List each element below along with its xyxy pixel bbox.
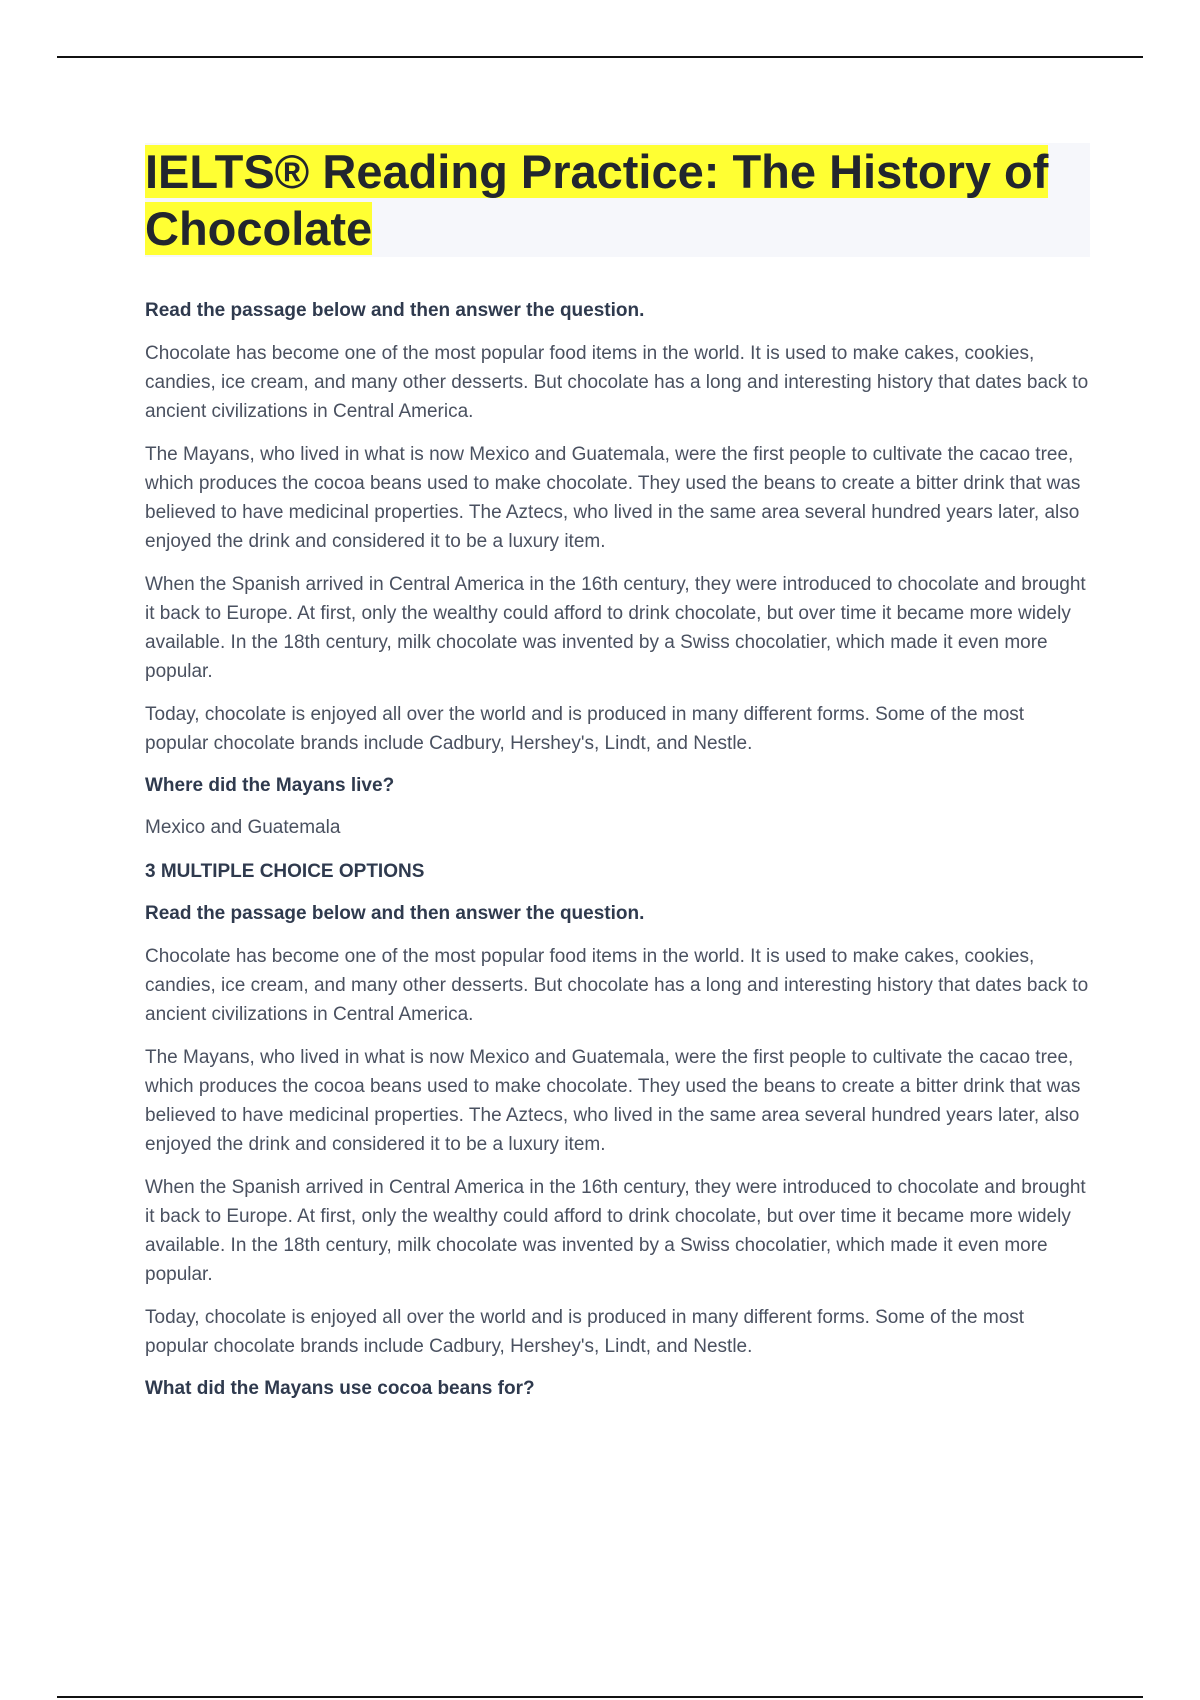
passage-paragraph: Chocolate has become one of the most popular food items in the world. It is used to make cakes, cookies, candies, ice cream, and many other desserts. But chocolate has a long and interesting history that dates back to ancient civilizations in Central America.	[145, 343, 1089, 422]
instruction: Read the passage below and then answer the question.	[145, 903, 645, 924]
page-title	[145, 143, 1090, 257]
section-label: 3 MULTIPLE CHOICE OPTIONS	[145, 861, 425, 882]
answer: Mexico and Guatemala	[145, 817, 341, 838]
section-1	[145, 297, 1090, 842]
passage-paragraph: Chocolate has become one of the most popular food items in the world. It is used to make cakes, cookies, candies, ice cream, and many other desserts. But chocolate has a long and interesting history that dates back to ancient civilizations in Central America.	[145, 946, 1089, 1025]
top-divider	[57, 56, 1143, 58]
passage-paragraph: The Mayans, who lived in what is now Mexico and Guatemala, were the first people to cultivate the cacao tree, which produces the cocoa beans used to make chocolate. They used the beans to create a bitter drink that was believed to have medicinal properties. The Aztecs, who lived in the same area several hundred years later, also enjoyed the drink and considered it to be a luxury item.	[145, 444, 1081, 552]
passage-paragraph: The Mayans, who lived in what is now Mexico and Guatemala, were the first people to cultivate the cacao tree, which produces the cocoa beans used to make chocolate. They used the beans to create a bitter drink that was believed to have medicinal properties. The Aztecs, who lived in the same area several hundred years later, also enjoyed the drink and considered it to be a luxury item.	[145, 1047, 1081, 1155]
bottom-divider	[57, 1696, 1143, 1698]
title-highlight: IELTS® Reading Practice: The History of Chocolate	[145, 145, 1049, 255]
instruction: Read the passage below and then answer the question.	[145, 300, 645, 321]
title-block	[145, 143, 1090, 257]
document-body	[145, 143, 1090, 1417]
question: Where did the Mayans live?	[145, 775, 395, 796]
passage-paragraph: Today, chocolate is enjoyed all over the world and is produced in many different forms. Some of the most popular chocolate brands include Cadbury, Hershey's, Lindt, and Nestle.	[145, 1307, 1025, 1357]
section-2	[145, 858, 1090, 1403]
passage-paragraph: When the Spanish arrived in Central America in the 16th century, they were introduced to chocolate and brought it back to Europe. At first, only the wealthy could afford to drink chocolate, but over time it became more widely available. In the 18th century, milk chocolate was invented by a Swiss chocolatier, which made it even more popular.	[145, 574, 1086, 682]
passage-paragraph: When the Spanish arrived in Central America in the 16th century, they were introduced to chocolate and brought it back to Europe. At first, only the wealthy could afford to drink chocolate, but over time it became more widely available. In the 18th century, milk chocolate was invented by a Swiss chocolatier, which made it even more popular.	[145, 1177, 1086, 1285]
question: What did the Mayans use cocoa beans for?	[145, 1378, 535, 1399]
passage-paragraph: Today, chocolate is enjoyed all over the world and is produced in many different forms. Some of the most popular chocolate brands include Cadbury, Hershey's, Lindt, and Nestle.	[145, 704, 1025, 754]
